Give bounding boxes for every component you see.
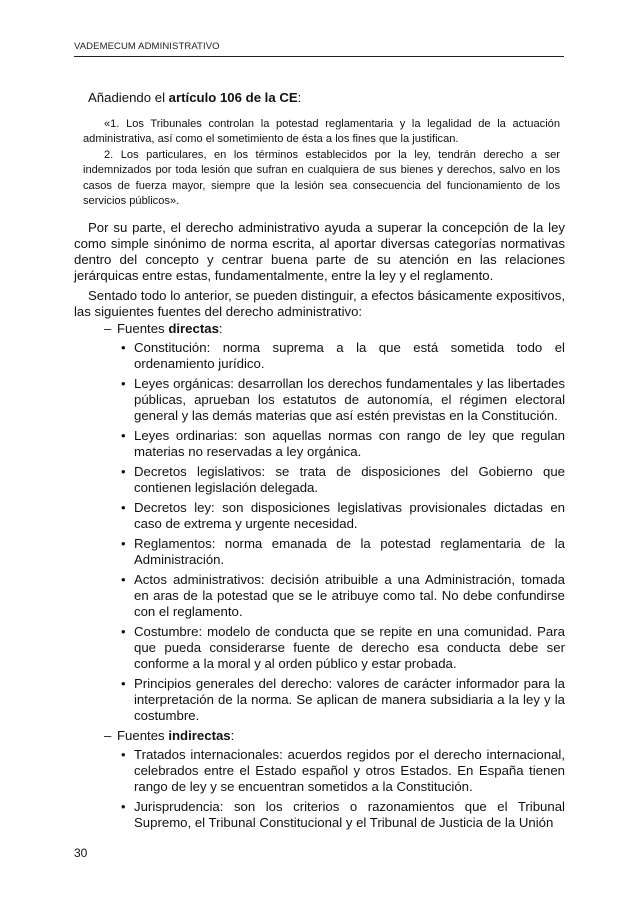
heading-suffix: :	[218, 321, 223, 337]
indirect-sources-section	[74, 728, 565, 831]
body-paragraph-2: Sentado todo lo anterior, se pueden distinguir, a efectos básicamente expositivos, las siguientes fuentes del derecho administrativo:	[74, 288, 565, 320]
list-item-text: Leyes ordinarias: son aquellas normas con rango de ley que regulan materias no reservadas a ley orgánica.	[134, 428, 565, 460]
dash-marker: –	[104, 728, 112, 744]
lead-prefix: Añadiendo el	[88, 90, 169, 105]
quote-paragraph-2: 2. Los particulares, en los términos establecidos por la ley, tendrán derecho a ser indemnizados por toda lesión que sufran en cualquiera de sus bienes y derechos, salvo en los casos de fuerza mayor, siempre que la lesión sea consecuencia del funcionamiento de los servicios públicos».	[83, 148, 560, 208]
lead-article-reference: artículo 106 de la CE	[168, 90, 298, 105]
list-item-text: Constitución: norma suprema a la que está sometida todo el ordenamiento jurídico.	[134, 340, 565, 372]
list-item-text: Leyes orgánicas: desarrollan los derechos fundamentales y las libertades públicas, aprueban los estatutos de autonomía, el régimen electoral general y las demás materias que así estén previstas en la Constitución.	[134, 376, 565, 424]
direct-sources-list	[74, 340, 565, 724]
bullet-icon: •	[121, 464, 126, 480]
direct-sources-section	[74, 321, 565, 724]
list-item-text: Decretos legislativos: se trata de disposiciones del Gobierno que contienen legislación delegada.	[134, 464, 565, 496]
list-item-text: Reglamentos: norma emanada de la potestad reglamentaria de la Administración.	[134, 536, 565, 568]
indirect-sources-heading	[74, 728, 565, 744]
list-item	[74, 747, 565, 795]
bullet-icon: •	[121, 376, 126, 392]
bullet-icon: •	[121, 747, 126, 763]
dash-marker: –	[104, 321, 112, 337]
lead-suffix: :	[297, 90, 302, 105]
list-item-text: Tratados internacionales: acuerdos regidos por el derecho internacional, celebrados entre el Estado español y otros Estados. En España tienen rango de ley y se encuentran sometidos a la Constitución.	[134, 747, 565, 795]
heading-bold: indirectas	[168, 728, 231, 744]
page-body	[74, 89, 565, 835]
bullet-icon: •	[121, 676, 126, 692]
list-item	[74, 624, 565, 672]
list-item-text: Actos administrativos: decisión atribuible a una Administración, tomada en aras de la potestad que se le atribuye como tal. No debe confundirse con el reglamento.	[134, 572, 565, 620]
bullet-icon: •	[121, 428, 126, 444]
list-item-text: Jurisprudencia: son los criterios o razonamientos que el Tribunal Supremo, el Tribunal Constitucional y el Tribunal de Justicia de la Unión	[134, 799, 565, 831]
list-item	[74, 500, 565, 532]
heading-prefix: Fuentes	[117, 728, 169, 744]
list-item	[74, 536, 565, 568]
list-item-text: Decretos ley: son disposiciones legislativas provisionales dictadas en caso de extrema y urgente necesidad.	[134, 500, 565, 532]
constitution-quote	[74, 117, 565, 209]
bullet-icon: •	[121, 624, 126, 640]
bullet-icon: •	[121, 536, 126, 552]
bullet-icon: •	[121, 500, 126, 516]
page-number: 30	[74, 846, 88, 860]
list-item	[74, 428, 565, 460]
list-item	[74, 340, 565, 372]
body-paragraph-1: Por su parte, el derecho administrativo ayuda a superar la concepción de la ley como simple sinónimo de norma escrita, al aportar diversas categorías normativas dentro del concepto y centrar buena parte de su atención en las relaciones jerárquicas entre estas, fundamentalmente, entre la ley y el reglamento.	[74, 220, 565, 284]
list-item	[74, 799, 565, 831]
header-rule	[74, 56, 564, 57]
list-item-text: Principios generales del derecho: valores de carácter informador para la interpretación de la norma. Se aplican de manera subsidiaria a la ley y la costumbre.	[134, 676, 565, 724]
quote-paragraph-1: «1. Los Tribunales controlan la potestad reglamentaria y la legalidad de la actuación administrativa, así como el sometimiento de ésta a los fines que la justifican.	[83, 118, 560, 146]
bullet-icon: •	[121, 572, 126, 588]
list-item	[74, 376, 565, 424]
running-header: VADEMECUM ADMINISTRATIVO	[74, 41, 220, 52]
list-item	[74, 464, 565, 496]
bullet-icon: •	[121, 799, 126, 815]
lead-sentence	[74, 89, 565, 106]
heading-bold: directas	[168, 321, 219, 337]
bullet-icon: •	[121, 340, 126, 356]
heading-suffix: :	[230, 728, 235, 744]
indirect-sources-list	[74, 747, 565, 831]
list-item	[74, 676, 565, 724]
direct-sources-heading	[74, 321, 565, 337]
heading-prefix: Fuentes	[117, 321, 169, 337]
list-item-text: Costumbre: modelo de conducta que se repite en una comunidad. Para que pueda considerarse fuente de derecho esa conducta debe ser conforme a la moral y al orden público y estar probada.	[134, 624, 565, 672]
list-item	[74, 572, 565, 620]
